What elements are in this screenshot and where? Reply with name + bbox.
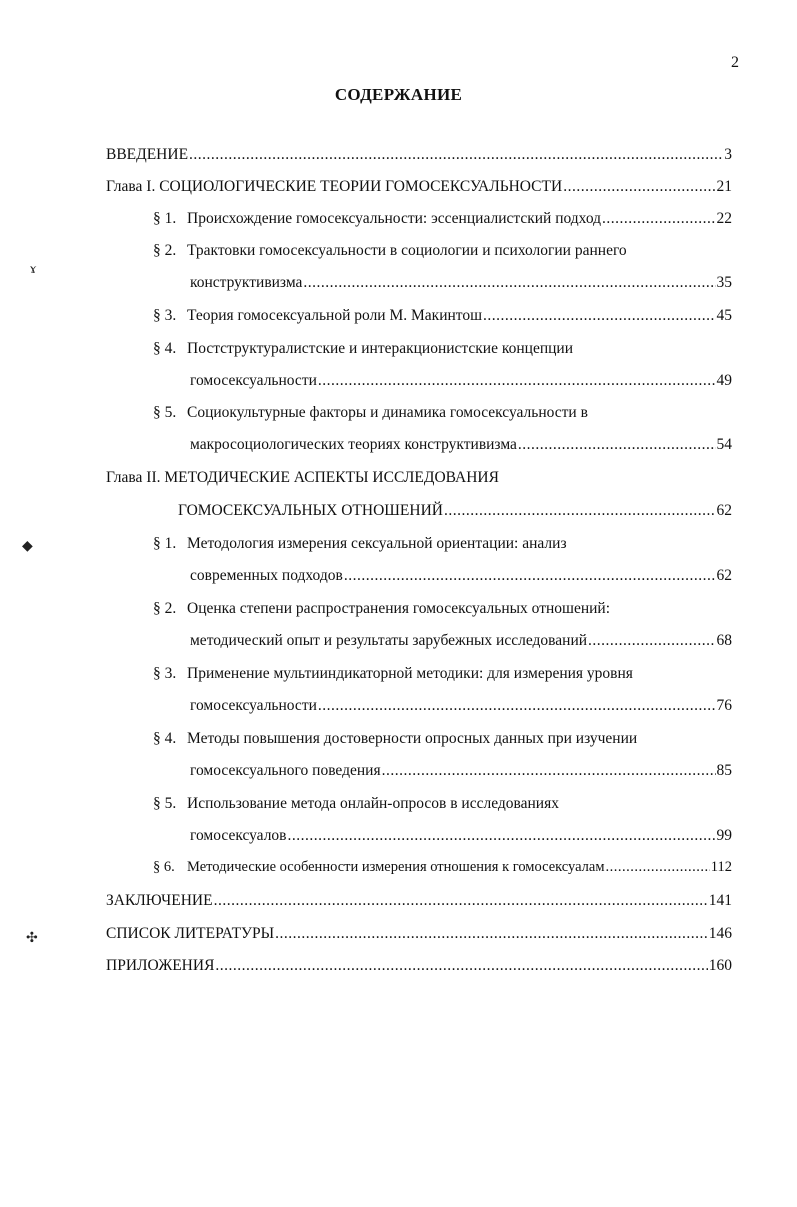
toc-entry-references[interactable]	[106, 925, 732, 947]
toc-entry-page: 85	[716, 762, 732, 779]
toc-entry-continuation[interactable]	[190, 762, 732, 784]
dot-leader	[518, 436, 716, 454]
toc-entry-page: 68	[716, 632, 732, 649]
toc-entry-text: ГОМОСЕКСУАЛЬНЫХ ОТНОШЕНИЙ	[178, 502, 443, 519]
dot-leader	[318, 697, 716, 715]
toc-entry-text: Теория гомосексуальной роли М. Макинтош	[187, 307, 483, 324]
toc-entry-section[interactable]	[153, 242, 627, 264]
toc-entry-text: Методология измерения сексуальной ориентации: анализ	[187, 535, 567, 552]
toc-entry-page: 141	[708, 892, 732, 909]
toc-entry-text: ЗАКЛЮЧЕНИЕ	[106, 892, 213, 909]
toc-entry-section[interactable]	[153, 340, 573, 362]
toc-entry-text: Постструктуралистские и интеракционистские концепции	[187, 340, 574, 357]
toc-entry-page: 22	[716, 210, 732, 227]
toc-entry-continuation[interactable]	[190, 632, 732, 654]
toc-entry-page: 35	[716, 274, 732, 291]
page-title: СОДЕРЖАНИЕ	[334, 85, 463, 104]
dot-leader	[214, 892, 708, 910]
dot-leader	[288, 827, 716, 845]
toc-entry-text: современных подходов	[190, 567, 343, 584]
toc-entry-continuation[interactable]	[190, 827, 732, 849]
section-number: § 2.	[153, 600, 177, 617]
toc-entry-continuation[interactable]	[190, 436, 732, 458]
toc-entry-page: 62	[716, 567, 732, 584]
toc-entry-introduction[interactable]	[106, 146, 732, 168]
section-number: § 6.	[153, 859, 175, 875]
toc-entry-page: 112	[710, 859, 732, 875]
section-number: § 5.	[153, 404, 177, 421]
toc-entry-page: 3	[724, 146, 732, 163]
dot-leader	[588, 632, 715, 650]
dot-leader	[215, 957, 707, 975]
section-number: § 1.	[153, 535, 177, 552]
toc-entry-text: методический опыт и результаты зарубежных исследований	[190, 632, 588, 649]
toc-entry-text: гомосексуалов	[190, 827, 287, 844]
toc-entry-text: гомосексуального поведения	[190, 762, 381, 779]
dot-leader	[189, 146, 723, 164]
dot-leader	[275, 925, 708, 943]
toc-entry-page: 54	[716, 436, 732, 453]
toc-entry-continuation[interactable]	[190, 697, 732, 719]
toc-entry-section[interactable]	[153, 535, 567, 557]
toc-entry-page: 49	[716, 372, 732, 389]
toc-entry-text: Социокультурные факторы и динамика гомосексуальности в	[187, 404, 588, 421]
toc-entry-section[interactable]	[153, 795, 559, 817]
toc-entry-section[interactable]	[153, 210, 732, 232]
dot-leader	[318, 372, 716, 390]
toc-entry-text: ВВЕДЕНИЕ	[106, 146, 189, 163]
toc-entry-section[interactable]	[153, 665, 633, 687]
toc-entry-text: Трактовки гомосексуальности в социологии и психологии раннего	[187, 242, 627, 259]
toc-entry-continuation[interactable]	[178, 502, 732, 524]
dot-leader	[483, 307, 715, 325]
toc-entry-chapter-2[interactable]	[106, 469, 499, 491]
toc-entry-section[interactable]	[153, 307, 732, 329]
dot-leader	[344, 567, 716, 585]
toc-entry-page: 62	[716, 502, 732, 519]
scan-speck: ɤ	[30, 262, 37, 277]
dot-leader	[563, 178, 715, 196]
toc-entry-text: Глава II. МЕТОДИЧЕСКИЕ АСПЕКТЫ ИССЛЕДОВАНИЯ	[106, 469, 499, 486]
toc-entry-page: 146	[708, 925, 732, 942]
page-number: 2	[731, 54, 739, 71]
scan-speck: ◆	[22, 539, 33, 554]
toc-entry-page: 99	[716, 827, 732, 844]
toc-entry-text: Происхождение гомосексуальности: эссенциалистский подход	[187, 210, 602, 227]
toc-entry-conclusion[interactable]	[106, 892, 732, 914]
toc-entry-continuation[interactable]	[190, 372, 732, 394]
section-number: § 5.	[153, 795, 177, 812]
toc-entry-section[interactable]	[153, 600, 610, 622]
toc-entry-section[interactable]	[153, 404, 588, 426]
toc-entry-continuation[interactable]	[190, 274, 732, 296]
section-number: § 4.	[153, 340, 177, 357]
toc-entry-appendices[interactable]	[106, 957, 732, 979]
toc-entry-text: СПИСОК ЛИТЕРАТУРЫ	[106, 925, 275, 942]
section-number: § 2.	[153, 242, 177, 259]
section-number: § 3.	[153, 665, 177, 682]
toc-entry-page: 21	[716, 178, 732, 195]
toc-entry-text: гомосексуальности	[190, 372, 317, 389]
toc-entry-text: макросоциологических теориях конструктивизма	[190, 436, 517, 453]
toc-entry-text: Использование метода онлайн-опросов в исследованиях	[187, 795, 559, 812]
dot-leader	[382, 762, 716, 780]
toc-entry-section[interactable]	[153, 859, 732, 881]
toc-entry-text: ПРИЛОЖЕНИЯ	[106, 957, 215, 974]
toc-entry-page: 45	[716, 307, 732, 324]
toc-entry-chapter-1[interactable]	[106, 178, 732, 200]
toc-entry-text: Методические особенности измерения отношения к гомосексуалам	[187, 859, 605, 875]
toc-entry-text: Оценка степени распространения гомосексуальных отношений:	[187, 600, 611, 617]
dot-leader	[444, 502, 716, 520]
section-number: § 4.	[153, 730, 177, 747]
section-number: § 1.	[153, 210, 177, 227]
toc-entry-text: конструктивизма	[190, 274, 303, 291]
toc-entry-text: Глава I. СОЦИОЛОГИЧЕСКИЕ ТЕОРИИ ГОМОСЕКСУАЛЬНОСТИ	[106, 178, 563, 195]
toc-entry-continuation[interactable]	[190, 567, 732, 589]
toc-entry-page: 160	[708, 957, 732, 974]
scan-speck: ✣	[26, 931, 38, 946]
toc-entry-page: 76	[716, 697, 732, 714]
toc-entry-text: гомосексуальности	[190, 697, 317, 714]
toc-entry-section[interactable]	[153, 730, 637, 752]
toc-entry-text: Применение мультииндикаторной методики: для измерения уровня	[187, 665, 633, 682]
section-number: § 3.	[153, 307, 177, 324]
dot-leader	[606, 859, 710, 876]
dot-leader	[602, 210, 715, 228]
toc-entry-text: Методы повышения достоверности опросных данных при изучении	[187, 730, 638, 747]
dot-leader	[303, 274, 715, 292]
